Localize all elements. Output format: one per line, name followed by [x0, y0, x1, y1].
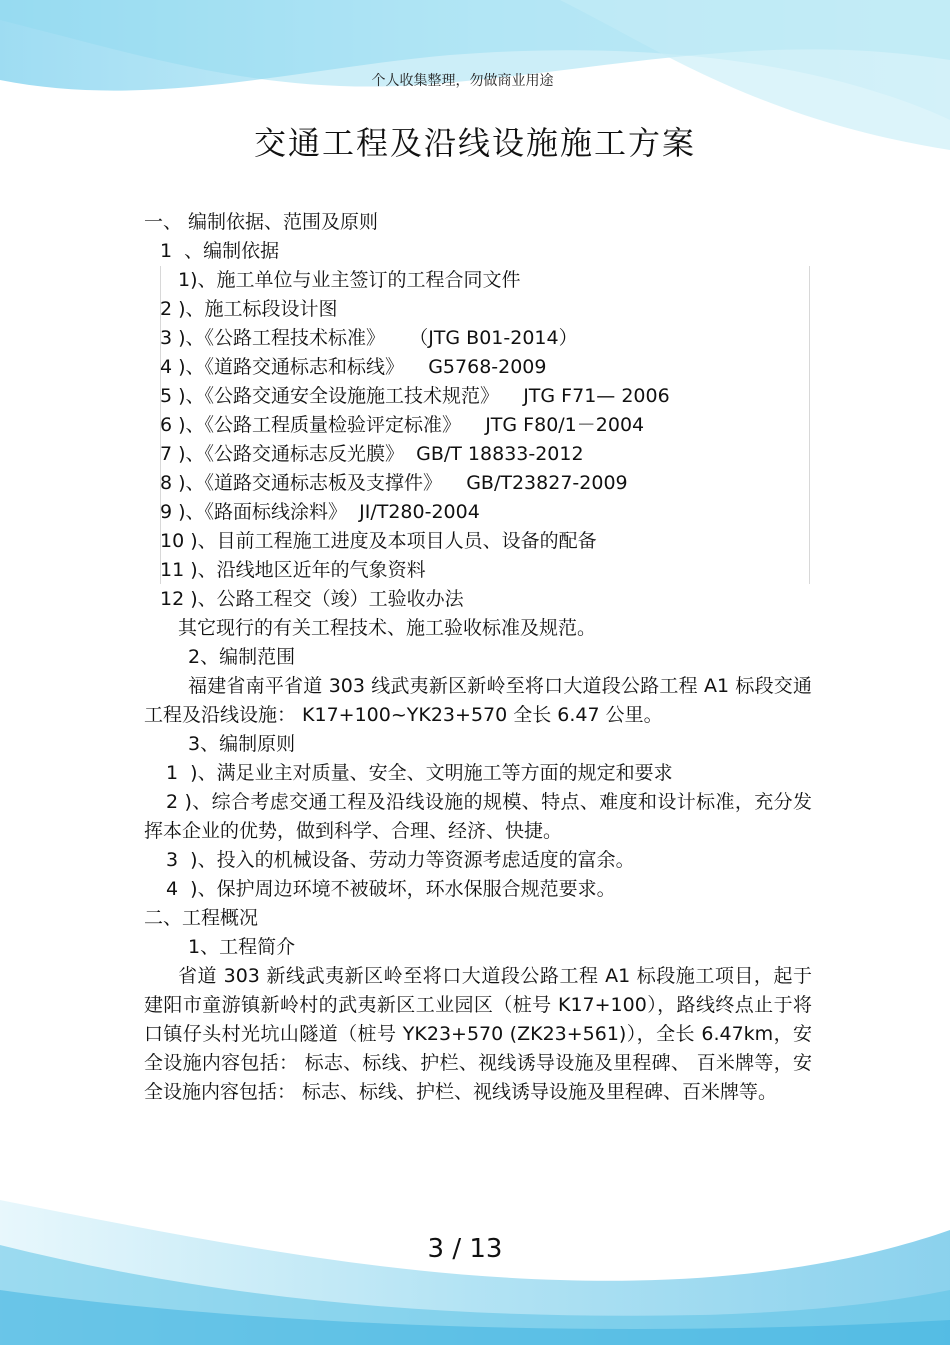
basis-other: 其它现行的有关工程技术、施工验收标准及规范。	[178, 617, 597, 639]
document-body	[144, 208, 812, 1107]
basis-item-1: 1)、施工单位与业主签订的工程合同文件	[178, 269, 521, 291]
scope-text: 福建省南平省道 303 线武夷新区新岭至将口大道段公路工程 A1 标段交通工程及沿线设施： K17+100~YK23+570 全长 6.47 公里。	[144, 675, 812, 726]
principle-item-2: 2 )、综合考虑交通工程及沿线设施的规模、特点、难度和设计标准，充分发挥本企业的优势，做到科学、合理、经济、快捷。	[144, 791, 812, 842]
basis-item-2: 2 )、施工标段设计图	[160, 298, 338, 320]
intro-heading: 1、工程简介	[188, 936, 296, 958]
basis-item-9: 9 )、《路面标线涂料》 JI/T280-2004	[160, 501, 480, 523]
intro-text: 省道 303 新线武夷新区岭至将口大道段公路工程 A1 标段施工项目，起于建阳市童游镇新岭村的武夷新区工业园区（桩号 K17+100），路线终点止于将口镇仔头村光坑山隧道（桩号 YK23+570 (ZK23+561)），全长 6.47km，安全设施内容包括： 标志、标线、护栏、视线诱导设施及里程碑、 百米牌等，安全设施内容包括： 标志、标线、护栏、视线诱导设施及里程碑、百米牌等。	[144, 965, 812, 1103]
basis-item-11: 11 )、沿线地区近年的气象资料	[160, 559, 426, 581]
basis-heading: 1 、编制依据	[160, 240, 280, 262]
basis-item-3: 3 )、《公路工程技术标准》 （JTG B01-2014）	[160, 327, 578, 349]
basis-item-8: 8 )、《道路交通标志板及支撑件》 GB/T23827-2009	[160, 472, 628, 494]
basis-item-7: 7 )、《公路交通标志反光膜》 GB/T 18833-2012	[160, 443, 584, 465]
principle-item-3: 3 )、投入的机械设备、劳动力等资源考虑适度的富余。	[166, 849, 635, 871]
basis-item-4: 4 )、《道路交通标志和标线》 G5768-2009	[160, 356, 547, 378]
page-number: 3 / 13	[427, 1234, 503, 1264]
basis-item-10: 10 )、目前工程施工进度及本项目人员、设备的配备	[160, 530, 597, 552]
basis-item-6: 6 )、《公路工程质量检验评定标准》 JTG F80/1－2004	[160, 414, 645, 436]
basis-item-5: 5 )、《公路交通安全设施施工技术规范》 JTG F71— 2006	[160, 385, 670, 407]
section2-heading: 二、工程概况	[144, 907, 259, 929]
document-title: 交通工程及沿线设施施工方案	[253, 124, 696, 162]
scope-heading: 2、编制范围	[188, 646, 296, 668]
header-note: 个人收集整理，勿做商业用途	[371, 73, 554, 89]
basis-item-12: 12 )、公路工程交（竣）工验收办法	[160, 588, 464, 610]
principle-heading: 3、编制原则	[188, 733, 296, 755]
principle-item-1: 1 )、满足业主对质量、安全、文明施工等方面的规定和要求	[166, 762, 673, 784]
principle-item-4: 4 )、保护周边环境不被破坏，环水保服合规范要求。	[166, 878, 616, 900]
section1-heading: 一、 编制依据、范围及原则	[144, 211, 379, 233]
